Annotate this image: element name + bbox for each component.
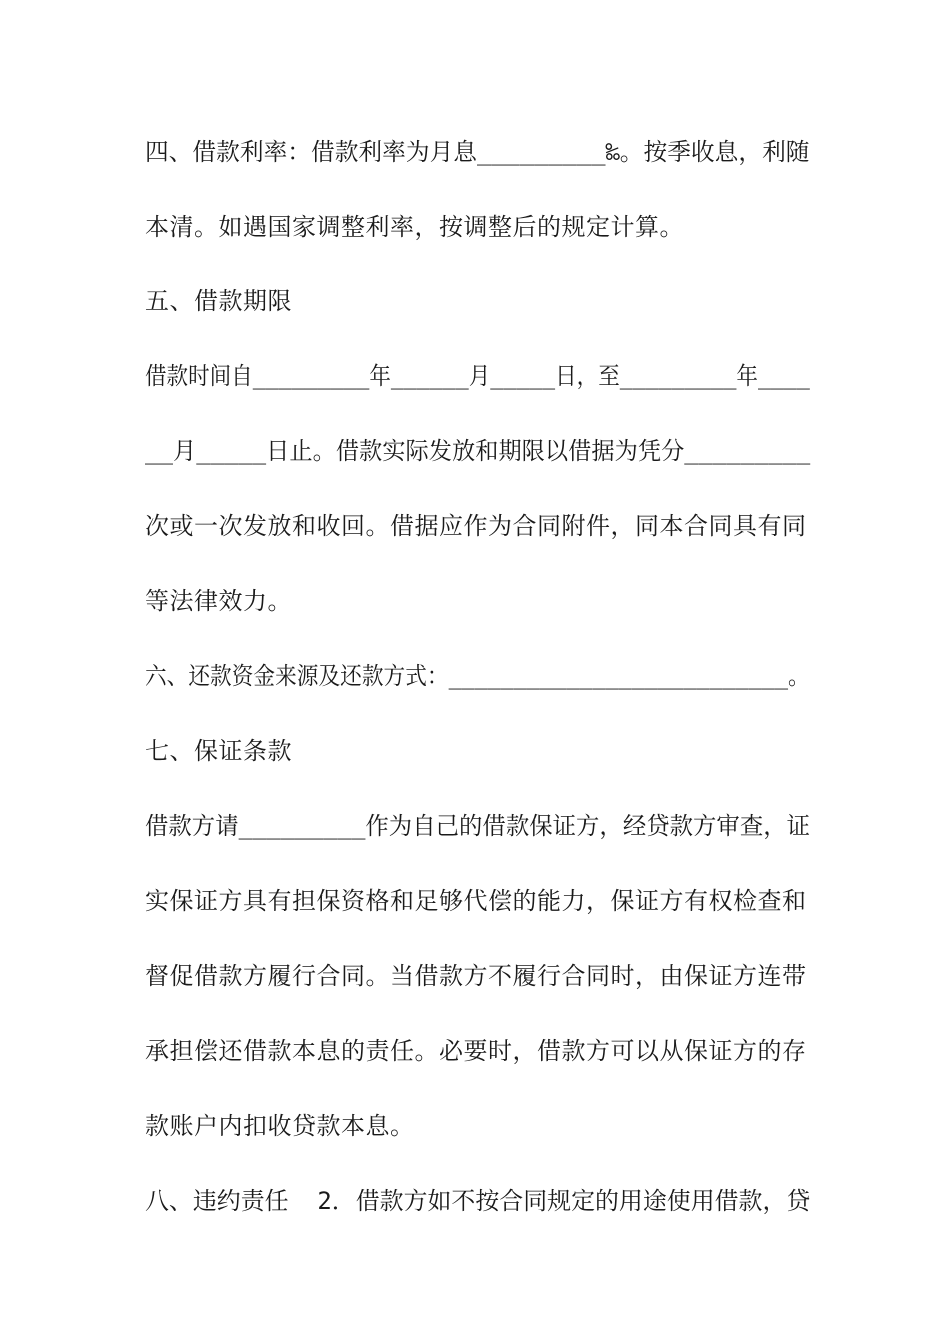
clause-7-line-2: 实保证方具有担保资格和足够代偿的能力，保证方有权检查和 [145,887,807,915]
clause-7-line-5: 款账户内扣收贷款本息。 [145,1112,415,1140]
clause-4-line-2: 本清。如遇国家调整利率，按调整后的规定计算。 [145,213,684,241]
clause-5-line-4: 等法律效力。 [145,587,292,615]
clause-7-heading: 七、保证条款 [145,737,292,765]
clause-7-line-1: 借款方请_________作为自己的借款保证方，经贷款方审查，证 [145,812,811,840]
clause-5-line-1: 借款时间自_________年______月_____日，至_________年____ [145,362,810,390]
clause-5-line-2: __月_____日止。借款实际发放和期限以借据为凭分_________ [145,437,811,465]
clause-8-line-1: 八、违约责任 2．借款方如不按合同规定的用途使用借款，贷 [145,1187,811,1215]
clause-5-heading: 五、借款期限 [145,287,292,315]
clause-5-line-3: 次或一次发放和收回。借据应作为合同附件，同本合同具有同 [145,512,807,540]
clause-6-line: 六、还款资金来源及还款方式：__________________________。 [145,662,810,690]
clause-7-line-3: 督促借款方履行合同。当借款方不履行合同时，由保证方连带 [145,962,807,990]
clause-7-line-4: 承担偿还借款本息的责任。必要时，借款方可以从保证方的存 [145,1037,807,1065]
clause-4-line-1: 四、借款利率：借款利率为月息_________‰。按季收息，利随 [145,138,810,166]
